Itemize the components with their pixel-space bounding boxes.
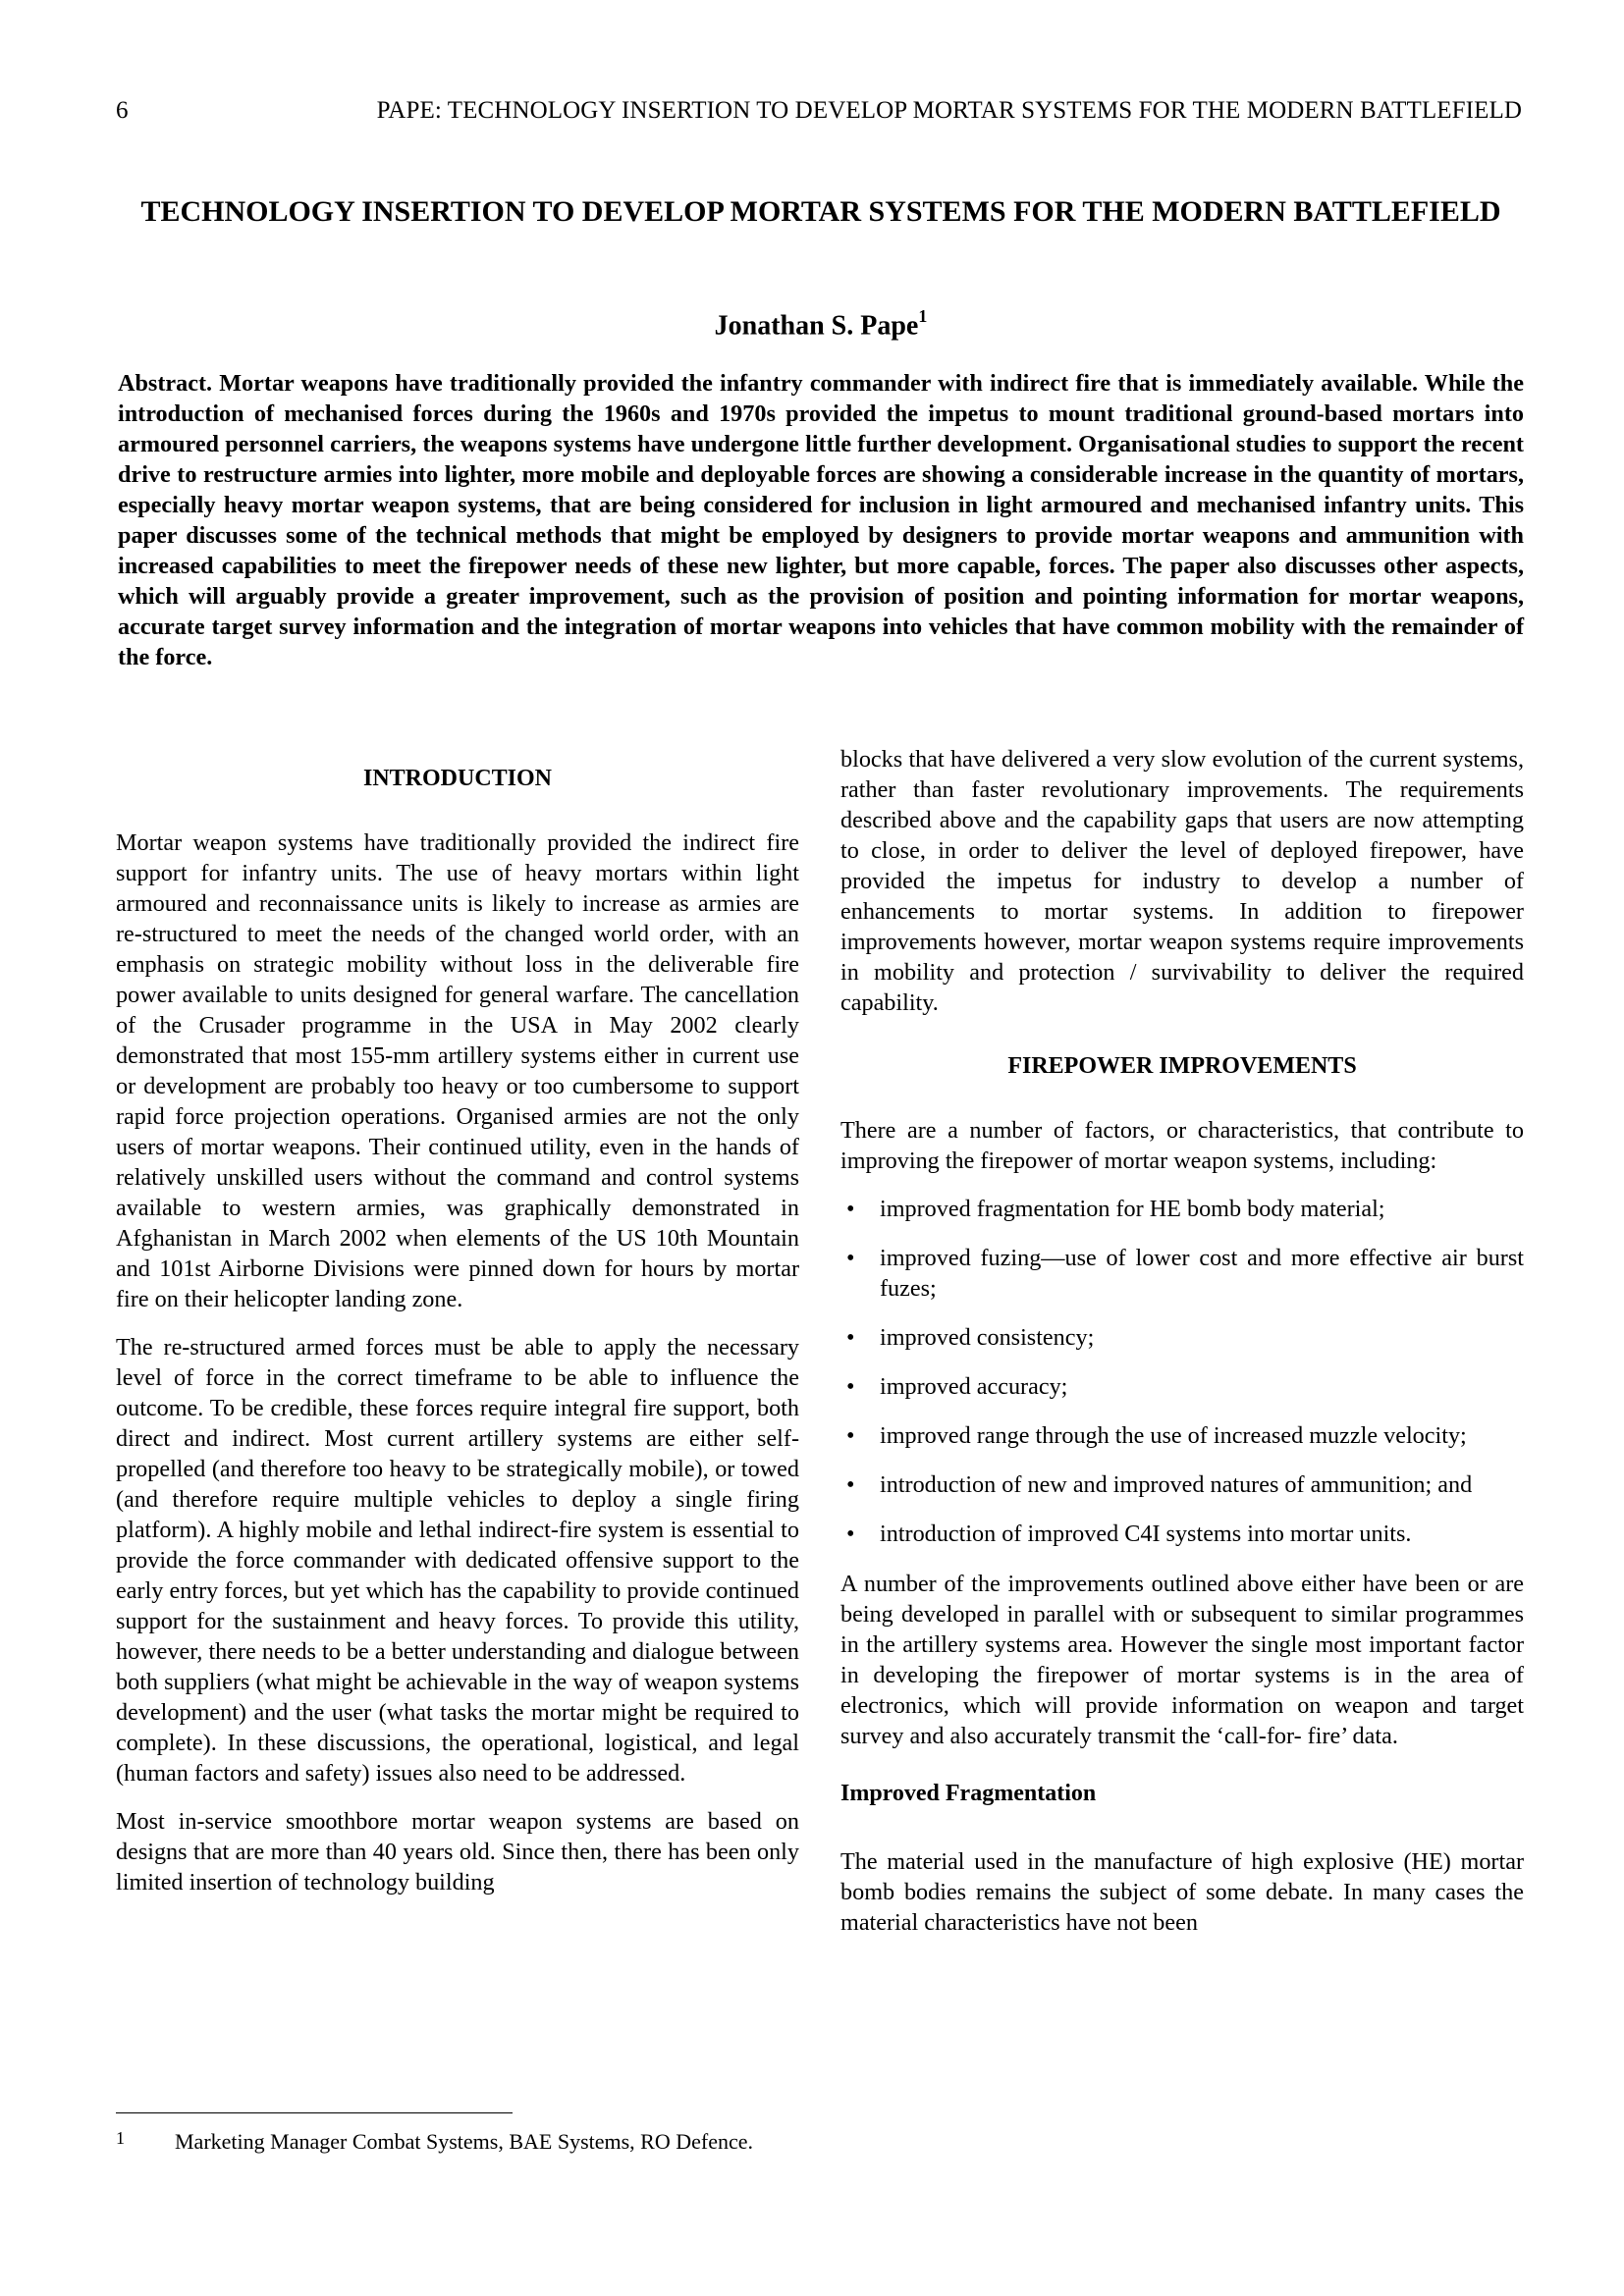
paragraph: Most in-service smoothbore mortar weapon systems are based on designs that are more than 40 years old. Since then, there has been only limited insertion of technology building: [116, 1808, 799, 1896]
footnote-text: Marketing Manager Combat Systems, BAE Systems, RO Defence.: [175, 2129, 754, 2154]
bullet-icon: •: [846, 1471, 855, 1498]
section-heading-introduction: INTRODUCTION: [362, 766, 553, 791]
list-item-text: improved consistency;: [880, 1324, 1095, 1351]
paragraph: blocks that have delivered a very slow evolution of the current systems, rather than faster revolutionary improvements. The requirements described above and the capability gaps that users are now attempting to close, in order to deliver the level of deployed firepower, have provided the impetus for industry to develop a number of enhancements to mortar systems. In addition to firepower improvements however, mortar weapon systems require improvements in mobility and protection / survivability to deliver the required capability.: [840, 746, 1524, 1016]
bullet-icon: •: [846, 1196, 855, 1222]
footnote-number: 1: [116, 2128, 125, 2148]
right-column: [840, 744, 1524, 1955]
paper-title: TECHNOLOGY INSERTION TO DEVELOP MORTAR SYSTEMS FOR THE MODERN BATTLEFIELD: [140, 195, 1501, 228]
left-column: [116, 744, 799, 1915]
list-item-text: improved range through the use of increased muzzle velocity;: [880, 1422, 1467, 1449]
running-title: PAPE: TECHNOLOGY INSERTION TO DEVELOP MORTAR SYSTEMS FOR THE MODERN BATTLEFIELD: [376, 97, 1522, 124]
bullet-icon: •: [846, 1245, 855, 1271]
paragraph: The re-structured armed forces must be able to apply the necessary level of force in the correct timeframe to be able to influence the outcome. To be credible, these forces require integral fire support, both direct and indirect. Most current artillery systems are either self-propelled (and therefore too heavy to be strategically mobile), or towed (and therefore require multiple vehicles to deploy a single firing platform). A highly mobile and lethal indirect-fire system is essential to provide the force commander with dedicated offensive support to the early entry forces, but yet which has the capability to provide continued support for the sustainment and heavy forces. To provide this utility, however, there needs to be a better understanding and dialogue between both suppliers (what might be achievable in the way of weapon systems development) and the user (what tasks the mortar might be required to complete). In these discussions, the operational, logistical, and legal (human factors and safety) issues also need to be addressed.: [116, 1334, 799, 1787]
list-item-text: improved accuracy;: [880, 1373, 1068, 1400]
list-item-text: introduction of new and improved natures of ammunition; and: [880, 1471, 1473, 1498]
section-heading-firepower: FIREPOWER IMPROVEMENTS: [1007, 1053, 1357, 1079]
list-item: [840, 1371, 1524, 1402]
bullet-icon: •: [846, 1324, 855, 1351]
list-item: [840, 1519, 1524, 1549]
abstract: Abstract. Mortar weapons have traditionally provided the infantry commander with indirect fire that is immediately available. While the introduction of mechanised forces during the 1960s and 1970s provided the impetus to mount traditional ground-based mortars into armoured personnel carriers, the weapons systems have undergone little further development. Organisational studies to support the recent drive to restructure armies into lighter, more mobile and deployable forces are showing a considerable increase in the quantity of mortars, especially heavy mortar weapon systems, that are being considered for inclusion in light armoured and mechanised infantry units. This paper discusses some of the technical methods that might be employed by designers to provide mortar weapons and ammunition with increased capabilities to meet the firepower needs of these new lighter, but more capable, forces. The paper also discusses other aspects, which will arguably provide a greater improvement, such as the provision of position and pointing information for mortar weapons, accurate target survey information and the integration of mortar weapons into vehicles that have common mobility with the remainder of the force.: [118, 370, 1524, 670]
list-item-text: improved fragmentation for HE bomb body material;: [880, 1196, 1385, 1222]
author-line: [118, 300, 1524, 344]
bullet-icon: •: [846, 1422, 855, 1449]
paragraph: Mortar weapon systems have traditionally provided the indirect fire support for infantry units. The use of heavy mortars within light armoured and reconnaissance units is likely to increase as armies are re-structured to meet the needs of the changed world order, with an emphasis on strategic mobility without loss in the deliverable fire power available to units designed for general warfare. The cancellation of the Crusader programme in the USA in May 2002 clearly demonstrated that most 155-mm artillery systems either in current use or development are probably too heavy or too cumbersome to support rapid force projection operations. Organised armies are not the only users of mortar weapons. Their continued utility, even in the hands of relatively unskilled users without the command and control systems available to western armies, was graphically demonstrated in Afghanistan in March 2002 when elements of the US 10th Mountain and 101st Airborne Divisions were pinned down for hours by mortar fire on their helicopter landing zone.: [116, 829, 799, 1312]
paragraph: The material used in the manufacture of high explosive (HE) mortar bomb bodies remains the subject of some debate. In many cases the material characteristics have not been: [840, 1848, 1524, 1936]
paragraph: There are a number of factors, or characteristics, that contribute to improving the firepower of mortar weapon systems, including:: [840, 1117, 1524, 1174]
author-footnote-mark: 1: [918, 306, 928, 326]
list-item-text: improved fuzing—use of lower cost and more effective air burst fuzes;: [880, 1245, 1524, 1302]
list-item: [840, 1420, 1524, 1451]
footnote-rule: [116, 2112, 513, 2113]
page-number: 6: [116, 97, 129, 124]
paragraph: A number of the improvements outlined above either have been or are being developed in parallel with or subsequent to similar programmes in the artillery systems area. However the single most important factor in developing the firepower of mortar systems is in the area of electronics, which will provide information on weapon and target survey and also accurately transmit the ‘call-for- fire’ data.: [840, 1571, 1524, 1749]
bullet-icon: •: [846, 1373, 855, 1400]
list-item: [840, 1243, 1524, 1304]
list-item: [840, 1469, 1524, 1500]
list-item-text: introduction of improved C4I systems into mortar units.: [880, 1521, 1412, 1547]
subsection-heading-fragmentation: Improved Fragmentation: [840, 1781, 1097, 1806]
bullet-list: [840, 1194, 1524, 1549]
author-name: Jonathan S. Pape: [714, 310, 919, 342]
list-item: [840, 1322, 1524, 1353]
list-item: [840, 1194, 1524, 1224]
bullet-icon: •: [846, 1521, 855, 1547]
